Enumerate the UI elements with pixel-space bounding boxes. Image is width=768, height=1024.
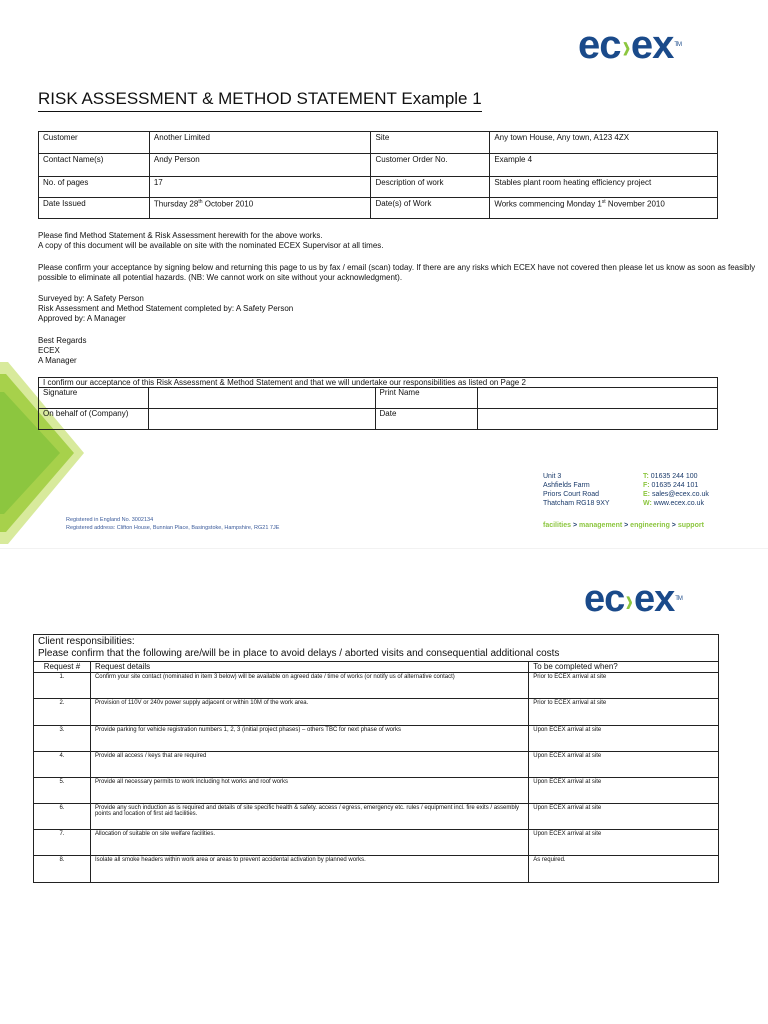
request-number: 8. xyxy=(34,856,91,883)
request-number: 6. xyxy=(34,804,91,830)
request-details: Provision of 110V or 240v power supply adjacent or within 10M of the work area. xyxy=(90,699,528,726)
info-value: Example 4 xyxy=(490,154,718,177)
regards: Best Regards xyxy=(38,336,87,345)
request-when: Upon ECEX arrival at site xyxy=(529,726,719,752)
registration-info xyxy=(66,516,279,532)
ecex-logo xyxy=(584,577,682,622)
table-row xyxy=(34,804,719,830)
request-number: 5. xyxy=(34,778,91,804)
info-value: Andy Person xyxy=(149,154,371,177)
info-row xyxy=(39,132,718,154)
dates-of-work-value: Works commencing Monday 1st November 2010 xyxy=(490,198,718,219)
request-details: Provide all necessary permits to work including hot works and roof works xyxy=(90,778,528,804)
info-label: Customer Order No. xyxy=(371,154,490,177)
on-behalf-label: On behalf of (Company) xyxy=(39,409,149,430)
request-when: As required. xyxy=(529,856,719,883)
info-row xyxy=(39,177,718,198)
responsibilities-heading-row xyxy=(34,635,719,662)
table-row xyxy=(34,752,719,778)
info-label: Date Issued xyxy=(39,198,150,219)
info-table xyxy=(38,131,718,219)
info-value: Any town House, Any town, A123 4ZX xyxy=(490,132,718,154)
company-row xyxy=(39,409,718,430)
col-header-details: Request details xyxy=(90,662,528,673)
heading-line: Please confirm that the following are/will be in place to avoid delays / aborted visits and consequential additional costs xyxy=(38,648,560,659)
confirm-line: Please confirm your acceptance by signing below and returning this page to us by fax / email (scan) today. If there are any risks which ECEX have not covered then please let us know as soon as feasibly xyxy=(38,263,756,272)
request-number: 3. xyxy=(34,726,91,752)
info-label: Date(s) of Work xyxy=(371,198,490,219)
ecex-logo xyxy=(578,22,681,70)
request-when: Prior to ECEX arrival at site xyxy=(529,673,719,699)
table-row xyxy=(34,856,719,883)
request-number: 7. xyxy=(34,830,91,856)
request-when: Upon ECEX arrival at site xyxy=(529,830,719,856)
signature-row xyxy=(39,388,718,409)
request-when: Upon ECEX arrival at site xyxy=(529,804,719,830)
date-label: Date xyxy=(375,409,478,430)
acceptance-header-row xyxy=(39,378,718,388)
date-field[interactable] xyxy=(478,409,718,430)
info-value: 17 xyxy=(149,177,371,198)
contact-fax: F: 01635 244 101 xyxy=(643,482,699,489)
logo-chevron-icon: › xyxy=(622,28,630,66)
on-behalf-field[interactable] xyxy=(148,409,375,430)
col-header-request-num: Request # xyxy=(34,662,91,673)
signature-label: Signature xyxy=(39,388,149,409)
company-name: ECEX xyxy=(38,346,60,355)
info-label: Site xyxy=(371,132,490,154)
heading-line: Client responsibilities: xyxy=(38,636,135,647)
client-responsibilities-table xyxy=(33,634,719,883)
approved-by: Approved by: A Manager xyxy=(38,314,126,323)
column-header-row xyxy=(34,662,719,673)
signatory: A Manager xyxy=(38,356,77,365)
address-line: Unit 3 xyxy=(543,473,562,480)
info-row xyxy=(39,154,718,177)
request-number: 2. xyxy=(34,699,91,726)
logo-text-right: ex xyxy=(630,23,674,67)
footer-address xyxy=(543,472,610,508)
table-row xyxy=(34,778,719,804)
address-line: Thatcham RG18 9XY xyxy=(543,500,610,507)
request-number: 1. xyxy=(34,673,91,699)
address-line: Ashfields Farm xyxy=(543,482,590,489)
logo-text-left: ec xyxy=(578,23,621,67)
request-details: Provide any such induction as is required and details of site specific health & safety. access / egress, emergency etc. rules / equipment incl. fire exits / assembly points and location of first aid facilities. xyxy=(90,804,528,830)
table-row xyxy=(34,699,719,726)
confirm-line: possible to eliminate all potential hazards. (NB: We cannot work on site without your acknowledgment). xyxy=(38,273,403,282)
request-details: Provide all access / keys that are required xyxy=(90,752,528,778)
request-number: 4. xyxy=(34,752,91,778)
intro-line: Please find Method Statement & Risk Assessment herewith for the above works. xyxy=(38,231,323,240)
logo-chevron-icon: › xyxy=(625,582,633,618)
print-name-field[interactable] xyxy=(478,388,718,409)
page-divider xyxy=(0,548,768,549)
responsibilities-heading xyxy=(34,635,719,662)
request-when: Upon ECEX arrival at site xyxy=(529,778,719,804)
info-label: Contact Name(s) xyxy=(39,154,150,177)
footer-tagline: facilities > management > engineering > support xyxy=(543,522,704,529)
print-name-label: Print Name xyxy=(375,388,478,409)
logo-text-left: ec xyxy=(584,578,625,620)
info-label: No. of pages xyxy=(39,177,150,198)
table-row xyxy=(34,830,719,856)
acceptance-table xyxy=(38,377,718,430)
surveyed-by: Surveyed by: A Safety Person xyxy=(38,294,144,303)
col-header-when: To be completed when? xyxy=(529,662,719,673)
table-row xyxy=(34,726,719,752)
info-row xyxy=(39,198,718,219)
request-details: Isolate all smoke headers within work area or areas to prevent accidental activation by planned works. xyxy=(90,856,528,883)
contact-phone: T: 01635 244 100 xyxy=(643,473,698,480)
document-title: RISK ASSESSMENT & METHOD STATEMENT Example 1 xyxy=(38,89,482,112)
date-issued-value: Thursday 28th October 2010 xyxy=(149,198,371,219)
address-line: Priors Court Road xyxy=(543,491,600,498)
logo-trademark: TM xyxy=(675,596,682,602)
confirm-paragraph xyxy=(38,263,755,283)
signature-field[interactable] xyxy=(148,388,375,409)
logo-text-right: ex xyxy=(633,578,675,620)
registered-number: Registered in England No. 3002134 xyxy=(66,517,154,523)
request-when: Upon ECEX arrival at site xyxy=(529,752,719,778)
intro-line: A copy of this document will be available on site with the nominated ECEX Supervisor at all times. xyxy=(38,241,384,250)
request-when: Prior to ECEX arrival at site xyxy=(529,699,719,726)
completed-by: Risk Assessment and Method Statement completed by: A Safety Person xyxy=(38,304,294,313)
table-row xyxy=(34,673,719,699)
intro-paragraph xyxy=(38,231,384,251)
signoff-block xyxy=(38,294,293,324)
contact-email[interactable]: E: sales@ecex.co.uk xyxy=(643,491,709,498)
contact-web[interactable]: W: www.ecex.co.uk xyxy=(643,500,704,507)
footer-contacts xyxy=(643,472,709,508)
request-details: Provide parking for vehicle registration numbers 1, 2, 3 (initial project phases) – others TBC for next phase of works xyxy=(90,726,528,752)
acceptance-statement: I confirm our acceptance of this Risk Assessment & Method Statement and that we will undertake our responsibilities as listed on Page 2 xyxy=(39,378,718,388)
request-details: Allocation of suitable on site welfare facilities. xyxy=(90,830,528,856)
logo-trademark: TM xyxy=(674,42,681,48)
request-details: Confirm your site contact (nominated in item 3 below) will be available on agreed date / time of works (or notify us of alternative contact) xyxy=(90,673,528,699)
info-value: Stables plant room heating efficiency project xyxy=(490,177,718,198)
info-value: Another Limited xyxy=(149,132,371,154)
info-label: Description of work xyxy=(371,177,490,198)
registered-address: Registered address: Clifton House, Bunnian Place, Basingstoke, Hampshire, RG21 7JE xyxy=(66,525,280,531)
info-label: Customer xyxy=(39,132,150,154)
